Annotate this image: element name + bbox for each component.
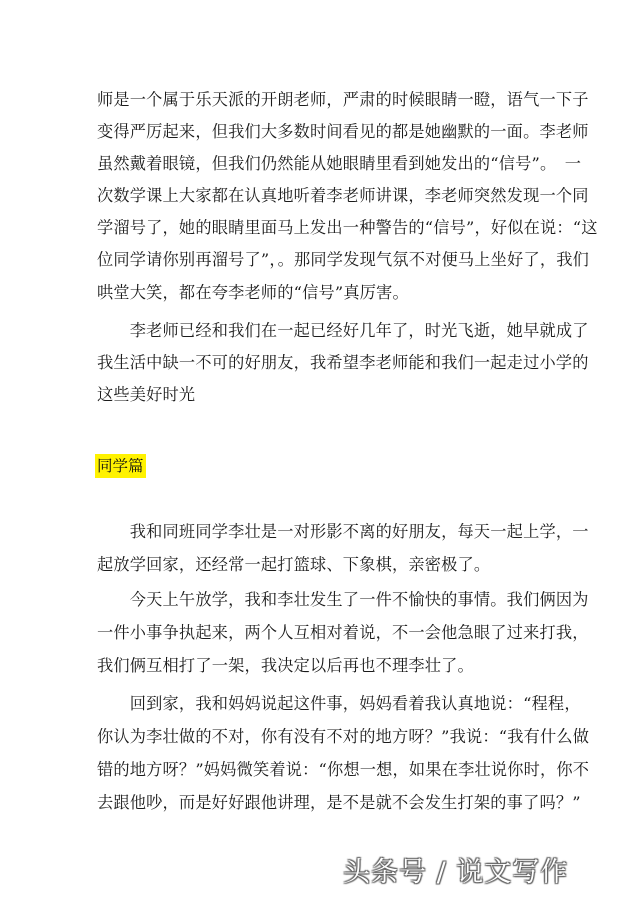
text-line: 今天上午放学，我和李壮发生了一件不愉快的事情。我们俩因为 <box>97 590 589 609</box>
text-line: 这些美好时光 <box>97 385 196 404</box>
text-line: 一件小事争执起来，两个人互相对着说，不一会他急眼了过来打我， <box>97 623 589 642</box>
text-line: 变得严厉起来，但我们大多数时间看见的都是她幽默的一面。李老师 <box>97 122 589 141</box>
text-line: 错的地方呀？”妈妈微笑着说：“你想一想，如果在李壮说你时，你不 <box>97 760 590 779</box>
text-line: 我们俩互相打了一架，我决定以后再也不理李壮了。 <box>97 656 474 675</box>
watermark-text: 头条号 / 说文写作 <box>343 857 569 888</box>
text-line: 位同学请你别再溜号了”，。那同学发现气氛不对便马上坐好了，我们 <box>97 250 589 269</box>
text-line: 我和同班同学李壮是一对形影不离的好朋友，每天一起上学，一 <box>97 522 589 541</box>
text-line: 虽然戴着眼镜，但我们仍然能从她眼睛里看到她发出的“信号”。 一 <box>97 154 582 173</box>
text-line: 我生活中缺一不可的好朋友，我希望李老师能和我们一起走过小学的 <box>97 353 589 372</box>
section-heading: 同学篇 <box>95 454 146 478</box>
text-line: 哄堂大笑，都在夸李老师的“信号”真厉害。 <box>97 283 409 302</box>
text-line: 学溜号了，她的眼睛里面马上发出一种警告的“信号”，好似在说：“这 <box>97 218 598 237</box>
text-line: 师是一个属于乐天派的开朗老师，严肃的时候眼睛一瞪，语气一下子 <box>97 90 589 109</box>
text-line: 李老师已经和我们在一起已经好几年了，时光飞逝，她早就成了 <box>97 321 589 340</box>
text-line: 去跟他吵，而是好好跟他讲理，是不是就不会发生打架的事了吗？” <box>97 793 581 812</box>
text-line: 次数学课上大家都在认真地听着李老师讲课，李老师突然发现一个同 <box>97 186 589 205</box>
text-line: 起放学回家，还经常一起打篮球、下象棋，亲密极了。 <box>97 555 491 574</box>
text-line: 回到家，我和妈妈说起这件事，妈妈看着我认真地说：“程程， <box>97 694 581 713</box>
text-line: 你认为李壮做的不对，你有没有不对的地方呀？”我说：“我有什么做 <box>97 727 590 746</box>
